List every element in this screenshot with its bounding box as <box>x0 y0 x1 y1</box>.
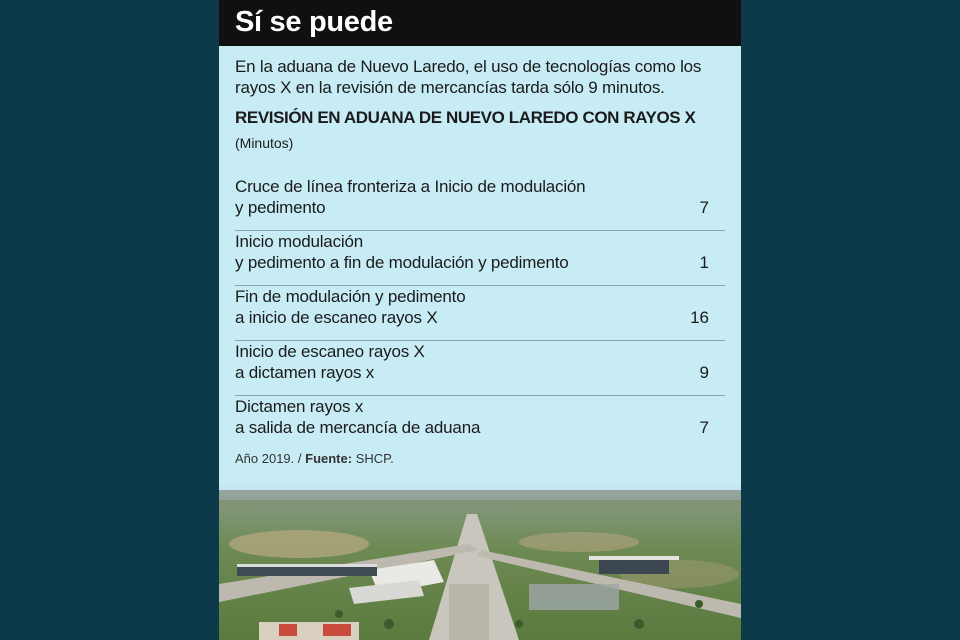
data-table <box>235 176 725 451</box>
row-value: 7 <box>699 418 709 437</box>
table-row <box>235 341 725 396</box>
infographic-card <box>219 0 741 640</box>
table-row <box>235 231 725 286</box>
row-value: 1 <box>699 253 709 272</box>
table-row <box>235 286 725 341</box>
row-label: Fin de modulación y pedimento a inicio de escaneo rayos X <box>235 287 466 327</box>
table-row <box>235 176 725 231</box>
page-title: Sí se puede <box>235 6 393 38</box>
row-label: Dictamen rayos x a salida de mercancía de aduana <box>235 397 481 437</box>
row-label: Inicio modulación y pedimento a fin de modulación y pedimento <box>235 232 569 272</box>
source-note: Año 2019. / Fuente: SHCP. <box>235 451 394 466</box>
row-value: 9 <box>699 363 709 382</box>
aerial-photo <box>219 484 741 640</box>
table-heading: REVISIÓN EN ADUANA DE NUEVO LAREDO CON RAYOS X <box>235 108 696 127</box>
intro-text: En la aduana de Nuevo Laredo, el uso de tecnologías como los rayos X en la revisión de mercancías tarda sólo 9 minutos. <box>235 57 702 97</box>
row-value: 16 <box>690 308 709 327</box>
unit-label: (Minutos) <box>235 135 294 151</box>
table-row <box>235 396 725 451</box>
row-label: Cruce de línea fronteriza a Inicio de modulación y pedimento <box>235 177 586 217</box>
row-value: 7 <box>699 198 709 217</box>
row-label: Inicio de escaneo rayos X a dictamen rayos x <box>235 342 425 382</box>
title-bar <box>219 0 741 46</box>
